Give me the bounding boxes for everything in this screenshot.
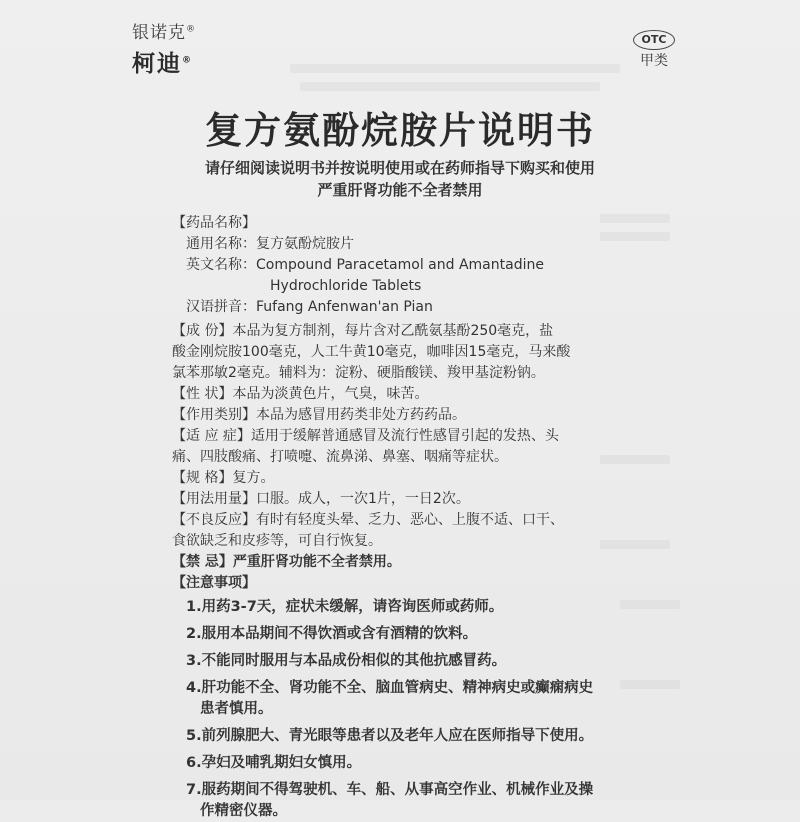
show-through-line bbox=[300, 82, 600, 91]
generic-name-row: 通用名称：复方氨酚烷胺片 bbox=[186, 236, 354, 252]
category-section: 【作用类别】本品为感冒用药类非处方药药品。 bbox=[172, 407, 466, 423]
properties-section: 【性 状】本品为淡黄色片，气臭，味苦。 bbox=[172, 386, 429, 402]
contraindications-section: 【禁 忌】严重肝肾功能不全者禁用。 bbox=[172, 554, 401, 570]
leaflet-body bbox=[172, 213, 642, 822]
precaution-item: 4.肝功能不全、肾功能不全、脑血管病史、精神病史或癫痫病史 bbox=[186, 680, 594, 696]
precaution-item: 5.前列腺肥大、青光眼等患者以及老年人应在医师指导下使用。 bbox=[186, 728, 594, 744]
precautions-list bbox=[172, 597, 642, 822]
show-through-line bbox=[290, 64, 620, 73]
usage-warning: 请仔细阅读说明书并按说明使用或在药师指导下购买和使用 bbox=[204, 159, 595, 177]
indications-text: 痛、四肢酸痛、打喷嚏、流鼻涕、鼻塞、咽痛等症状。 bbox=[172, 449, 508, 465]
brand-name: 银诺克® bbox=[132, 23, 196, 43]
adverse-reactions-text: 食欲缺乏和皮疹等，可自行恢复。 bbox=[172, 533, 382, 549]
english-name-continued: Hydrochloride Tablets bbox=[270, 278, 422, 294]
otc-badge: OTC bbox=[633, 30, 675, 50]
specification-section: 【规 格】复方。 bbox=[172, 470, 275, 486]
brand-logo bbox=[132, 18, 196, 78]
composition-section: 【成 份】本品为复方制剂，每片含对乙酰氨基酚250毫克，盐 bbox=[172, 323, 554, 339]
precaution-item-continued: 患者慎用。 bbox=[200, 701, 273, 717]
precaution-item: 6.孕妇及哺乳期妇女慎用。 bbox=[186, 755, 362, 771]
composition-text: 氯苯那敏2毫克。辅料为：淀粉、硬脂酸镁、羧甲基淀粉钠。 bbox=[172, 365, 545, 381]
dosage-section: 【用法用量】口服。成人，一次1片，一日2次。 bbox=[172, 491, 470, 507]
precaution-item: 2.服用本品期间不得饮酒或含有酒精的饮料。 bbox=[186, 626, 478, 642]
precaution-item: 3.不能同时服用与本品成份相似的其他抗感冒药。 bbox=[186, 653, 507, 669]
otc-class-label: 甲类 bbox=[640, 53, 668, 69]
composition-text: 酸金刚烷胺100毫克，人工牛黄10毫克，咖啡因15毫克，马来酸 bbox=[172, 344, 571, 360]
indications-section: 【适 应 症】适用于缓解普通感冒及流行性感冒引起的发热、头 bbox=[172, 428, 559, 444]
section-header-precautions: 【注意事项】 bbox=[172, 575, 256, 591]
precaution-item: 1.用药3-7天，症状未缓解，请咨询医师或药师。 bbox=[186, 599, 504, 615]
usage-warning-secondary: 严重肝肾功能不全者禁用 bbox=[317, 181, 483, 199]
pinyin-name-row: 汉语拼音：Fufang Anfenwan'an Pian bbox=[186, 299, 433, 315]
adverse-reactions-section: 【不良反应】有时有轻度头晕、乏力、恶心、上腹不适、口干、 bbox=[172, 512, 564, 528]
precaution-item-continued: 作精密仪器。 bbox=[200, 803, 287, 819]
page-title: 复方氨酚烷胺片说明书 bbox=[205, 109, 595, 152]
section-header-drug-name: 【药品名称】 bbox=[172, 215, 256, 231]
english-name-row: 英文名称：Compound Paracetamol and Amantadine bbox=[186, 257, 544, 273]
brand-name-secondary: 柯迪® bbox=[132, 51, 193, 77]
precaution-item: 7.服药期间不得驾驶机、车、船、从事高空作业、机械作业及操 bbox=[186, 782, 594, 798]
